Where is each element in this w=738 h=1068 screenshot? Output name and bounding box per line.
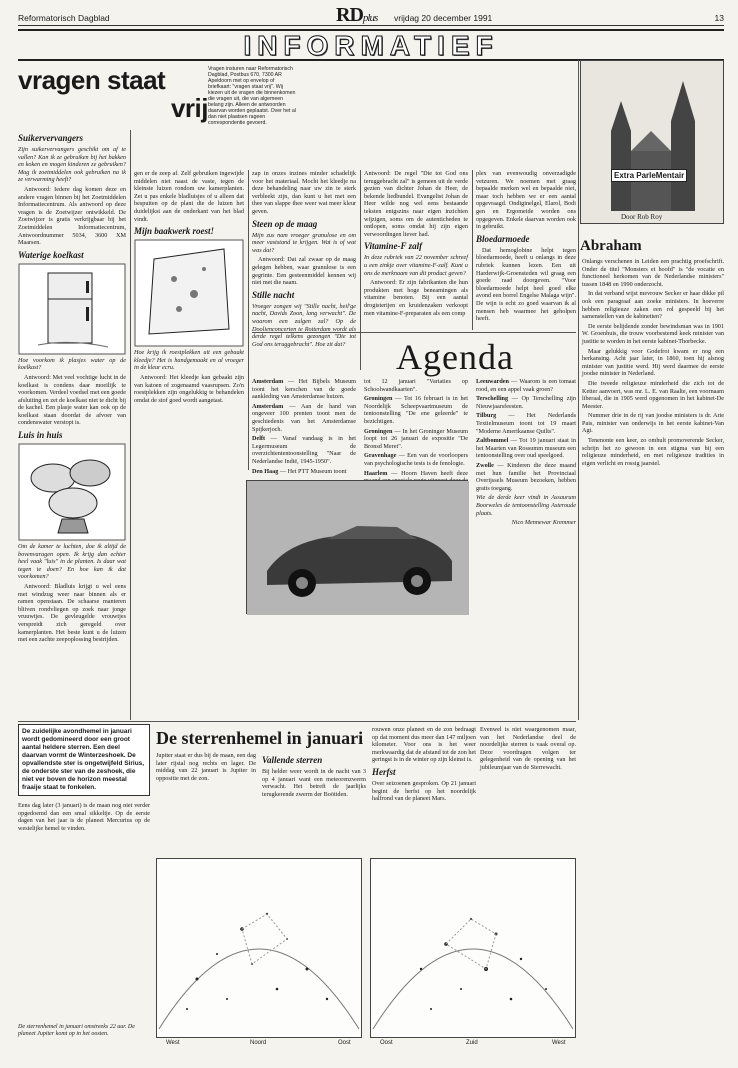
banner-title: INFORMATIEF (243, 30, 499, 61)
sterren-col-1 (18, 802, 150, 1022)
issue-date: vrijdag 20 december 1991 (394, 13, 493, 23)
chart-label: West (166, 1040, 180, 1046)
sterren-col-4 (372, 726, 476, 852)
agenda-item: Delft — Vanaf vandaag is in het Legermuseum de overzichtententoonstelling "Naar de Nederlandse Indië, 1945-1950". (252, 435, 356, 465)
paragraph: Over seizoenen gesproken. Op 21 januari begint de herfst op het noordelijk halfrond van de planeet Mars. (372, 779, 476, 803)
fridge-illustration (18, 263, 126, 355)
sterren-title: De sterrenhemel in januari (156, 728, 364, 748)
agenda-col-1 (252, 378, 356, 478)
chart-caption: De sterrenhemel in januari omstreeks 22 uur. De planeet Jupiter komt op in het oosten. (18, 1024, 135, 1037)
column-divider (130, 130, 131, 720)
agenda-item: Zwolle — Kinderen die deze maand met hun familie het Provinciaal Overijssels Museum bezoeken, hebben gratis toegang. (476, 461, 576, 492)
sterren-intro-box: De zuidelijke avondhemel in januari wordt gedomineerd door een groot aantal heldere sterren. Een deel daarvan vormt de Winterzeshoek. De opvallendste ster is ongetwijfeld Sirius, de onderste ster van de zeshoek, die niet ver boven de horizon meestal fraaije staat te fonkelen. (18, 724, 150, 796)
agenda-item: Den Haag — Het PTT Museum toont (252, 467, 347, 475)
title-line1: vragen staat (18, 65, 166, 95)
agenda-item: Zaltbommel — Tot 19 januari staat in het Maarten van Rossumm museum een tentoonstelling over oud speelgoed. (476, 437, 576, 460)
column-5 (476, 170, 576, 330)
section-title: Bloedarmoede (476, 233, 530, 244)
agenda-rule (252, 332, 576, 333)
star-chart-west (156, 858, 362, 1038)
column-3 (252, 170, 356, 370)
caption: Hoe voorkom ik plasjes water op de koelkast? (18, 356, 126, 372)
logo-sub: plus (362, 12, 378, 24)
vragen-intro: Vragen insturen naar Reformatorisch Dagblad, Postbus 670, 7300 AR Apeldoorn met op envelop of briefkaart: "vragen staat vrij". Wij kiezen uit de vragen die binnenkomen die vragen uit, die van algemeen belang zijn. Alleen de antwoorden daarvan worden geplaatst. Over het al dan niet plaatsen rageen correspondentie gevoerd. (208, 66, 296, 126)
subheading: Vallende sterren (262, 755, 323, 765)
section-rule (18, 721, 576, 722)
answer: Antwoord: Iedere dag komen deze en andere vragen binnen bij het Zoetmiddelen Informatiecentrum. Als antwoord op deze vragen is de Zoetwijzer ontwikkeld. De Zoetwijzer is gratis verkrijgbaar bij het Zoetmiddelen Informatiecentrum, Antwoordnummer 5034, 3600 XM Maarsen. (18, 185, 126, 247)
answer: Antwoord: Dat zal zwaar op de maag gelegen hebben, waar granulose is een gegrinte. Een gesteenmiddel kennen wij niet met die naam. (252, 256, 356, 287)
star-chart-east (370, 858, 576, 1038)
answer: Antwoord: Er zijn fabrikanten die hun produkten met hoge beneamingen als vitamine benoten. Bij een aantal drogisterijen en kruidenzaken verkoopt men vitamine-F-preparaten als een comp (364, 279, 468, 317)
paragraph: Jupiter staat er dus bij de maan, een dag later rijstal nog rechts en lager. De middag van 22 januari is Jupiter in oppositie met de zon. (156, 752, 256, 782)
section-title: Waterige koelkast (18, 249, 84, 260)
vragen-staat-vrij-title (18, 66, 208, 122)
chart-label: Zuid (466, 1040, 478, 1046)
sterren-col-2 (156, 752, 256, 852)
chart-label: Oost (380, 1040, 393, 1046)
caption: Om de kamer te luchten, doe ik altijd de bovenvaragen open. Ik krijg dan echter heel vaak "luis" in de planten. Is daar wat tegen te doen? En hoe kan ik dat voorkomen? (18, 543, 126, 581)
agenda-item: Groningen — In het Groninger Museum loopt tot 26 januari de expositie "De Bronsd Meret". (364, 427, 468, 450)
section-title: Mijn baakwerk roest! (134, 226, 215, 237)
answer: Antwoord: Met veel vochtige lucht in de koelkast is condens daar moeilijk te voorkomen. Verdeel voedsel met een goede afsluiting en zet de koelkast niet te dicht bij de kachel. Een plasje water kan ook op de koelkast staan doordat de afvoer van condenswater verstopt is. (18, 373, 126, 427)
agenda-signature: Nico Mennewar Kremmer (511, 519, 576, 527)
agenda-col-2 (364, 378, 468, 478)
lace-illustration (134, 239, 244, 347)
car-photo (246, 480, 468, 614)
agenda-heading: Agenda (396, 337, 514, 377)
section-title: Steen op de maag (252, 218, 318, 229)
question: Zijn suikervervangers geschikt om af te vallen? Kan ik ze gebruiken bij het bakken en koken en mogen kinderen ze gebruiken? Mag ik zoetmiddelen ook gebruiken na ik ze verwarming heeft? (18, 146, 126, 184)
logo-text: RD (336, 4, 363, 26)
section-title: Suikervervangers (18, 133, 83, 143)
agenda-item: Leeuwarden — Waarom is een tomaat rood, en een appel vaak groen? (476, 378, 577, 393)
paragraph: Maar gelukkig voor Godefroi kwam er nog een herkansing. Acht jaar later, in 1860, toen hij alsnog minister van justitie werd. Hij werd daarmee de eerste joodse minister in Nederland. (582, 347, 724, 378)
answer: Antwoord: De regel "Die tot God ons teruggebracht zal" is gemeen uit de verde gezien van dichter Johan de Heer, de bekende liedbundel. Evangelist Johan de Heer wilde nog wel eens bestaande teksten enigszins naar eigen inzichten wijzigen, soms om de autenticheden te ontlopen, soms omdat hij zijn eigen verwoordingen liever had. (364, 170, 468, 238)
sterren-col-3 (262, 752, 366, 852)
agenda-item: Groningen — Tot 16 februari is in het Noordelijk Scheepvaartmuseum de tentoonstelling "De ene geleerde" te bezichtigen. (364, 395, 469, 425)
paragraph: Eens dag later (3 januari) is de maan nog niet verder opgedoemd dan een smal sikkeltje. Op de eerste dagen van het jaar is de planeet Mercurius op de westelijke hemel te vinden. (18, 802, 150, 832)
section-banner (18, 29, 724, 61)
page-number: 13 (714, 13, 724, 23)
question: Mijn zus nam vroeger granulose en om meer vaststand te krijgen. Wat is of wat was dat? (252, 231, 356, 254)
plant-illustration (18, 443, 126, 541)
masthead (18, 4, 724, 26)
agenda-item: Amsterdam — Het Bijbels Museum toont het kerschen van de goede aankleding van Amsterdamse huizen. (252, 378, 356, 401)
paragraph: Nummer drie in de rij van joodse ministers is dr. Arie Pais, minister van onderwijs in het eerste kabinet-Van Agt. (582, 412, 724, 435)
paragraph: rouwen onze planeet en de zon bedraagt op dat moment dus meer dan 147 miljoen kilometer. Voor ons is het weer merkwaardig dat de afstand tot de zon het geringst is in de winter op zijn kleinst is. (372, 726, 476, 764)
chart-label: Oost (338, 1040, 351, 1046)
paragraph: zap in onzes inzines minder schadelijk voor het materiaal. Mocht het kleedje na deze behandeling naar uw zin te sterk verbleekt zijn, dan kunt u het met een thee van slappe thee weer wat meer kleur geven. (252, 170, 356, 215)
question: In deze rubriek van 22 november schreef u een zinkje over vitamine-F-zalf. Kunt u ons de merknaam van dit product geven? (364, 254, 468, 277)
column-divider (360, 170, 361, 370)
column-divider (472, 170, 473, 330)
agenda-item: Gravenhage — Een van de voorloopers van psychologische tests is de fenologie. (364, 452, 469, 467)
question: Vroeger zongen wij "Stille nacht, heil'ge nacht, Davids Zoon, lang verwacht". De waarom een zulgen zal? Op de Doolienconcerten te Rotterdam wordt als derde regel telkens gezongen "Die tot God ons teruggebracht". Hoe zit dat? (252, 302, 356, 348)
newspaper-page (18, 4, 724, 1058)
chart-label: Noord (250, 1040, 267, 1046)
paragraph: plex van evenwoudig onverzadigde vetzuren. We noemen met graag bepaalde merken wel en bepaalde niet, maar toch hebben we er een aantal opgevraagd. Ondiginelgel, Elarol, Bodi gen en Ergomeide worden ons opgegeven. Enkele daarvan worden ook in gebruikt. (476, 170, 576, 231)
sterren-col-5 (480, 726, 576, 852)
answer: Antwoord: Het kleedje kan gebaakt zijn van katoen of zogenaamd vaasrupsen. Zo'n roestplekken zijn ongelukkig te behandelen omdat de stof goed wordt aangetast. (134, 373, 244, 404)
column-2 (134, 170, 244, 720)
rd-plus-logo (336, 4, 377, 27)
paragraph: Dat hemoglobine helpt tegen bloedarmoede, heeft u onlangs in deze rubriek kunnen lezen. Een uit Harderwijk-Groensteden wil graag een goede raad doorgeven. "Voor bloedarmoede helpt heel goed elke avond een borrel Engelse Malaga wijn". De wijn is echt zo goed waarvan ik al mensen heb waarmee het geholpen heeft. (476, 246, 576, 323)
church-illustration (580, 60, 724, 224)
caption: Hoe krijg ik roestplekken uit een gebaakt kleedje? Het is handgemaakt en al vroeger in de kleur ecru. (134, 349, 244, 372)
title-line2: vrij (170, 93, 208, 123)
agenda-item: Tilburg — Het Nederlands Textielmuseum toont tot 19 maart "Moderne Amerikaanse Quilts". (476, 412, 576, 435)
photo-caption: Door Rob Roy (621, 213, 663, 221)
parlementair-logo: Extra ParleMentair (611, 169, 687, 182)
paragraph: De eerste belijdende zonder bewindsman was in 1901 W. Groenhuis, die trouw voorbestemd keek minister van justitie te worden in het eerste kabinet-Thorbecke. (582, 322, 724, 345)
paragraph: Bij helder weer wordt in de nacht van 3 op 4 januari want een meteorenzwerm verwacht. Het betreft de jaarlijks terugkerende zwerm der Boötiden. (262, 768, 366, 798)
chart-label: West (552, 1040, 566, 1046)
agenda-footer-note: Wie de derde keer vindt in Assaurum Boorweles de tentoonstelling Asteroude plaats. (476, 494, 576, 517)
paragraph: Tenenonte een keer, zo omhult promoverende Secker, schrijn het zo gewoon in een stigma van bij een religieuze minderheid, en met religieuze tradities in eigen verlicht en rossig jaarstel. (582, 437, 724, 467)
paragraph: Onlangs verschenen in Leiden een prachtig proefschrift. Onder de titel "Monsters et hoofd" is "de vocatie en functioneel herkomen van de Nederlandse ministers" tussen 1848 en 1990 onderzocht. (582, 258, 724, 288)
agenda-intro: tot 12 januari "Variaties op Schoolwandkaarten". (364, 378, 468, 393)
agenda-item: Terschelling — Op Terschelling zijn Nieuwjaarsfeesten. (476, 395, 576, 410)
right-column (582, 258, 724, 1048)
column-divider (248, 170, 249, 470)
paragraph: Die tweede religieuze minderheid die zich tot de Ketter aanvoert, was mr. L. E. van Raalte, een voornaam liberaal, die in 1905 werd opgenomen in het kabinet-De Meester. (582, 379, 724, 410)
subheading: Herfst (372, 766, 396, 777)
section-title: Vitamine-F zalf (364, 241, 423, 252)
paragraph: In dat verband wijst mevrouw Secker er haar dikke pil ook een paragraaf aan zoeke ministers. In hoeverre hebben religieuze zaken een rol gespeeld bij het samenstellen van de kabinetten? (582, 290, 724, 321)
answer-continued: gen er de zeep af. Zelf gebruiken ingewijde middelen niet naast de vaste, tegen de kleinste luizen rondom uw kamerplanten. Zet u pas enkele bladluisjes of u alleen dat bespuiten op de plant die de luizen het duidelijkst aan de onderkant van het blad vindt. (134, 170, 244, 223)
section-title: Stille nacht (252, 289, 295, 300)
answer: Antwoord: Bladluis krijgt u wel eens met windzug weer naar binnen als er ramen openstaan. De schaarse manteren bliiven rondvliegen op zoek naar jonge vruuwtjes. De gevleugelde vrouwtjes verspreidt zich geregeld over kamerplanten. Het beste kunt u de luizen met een zachte zeepoplossing bestrijden. (18, 583, 126, 644)
column-divider (578, 60, 579, 720)
paper-name: Reformatorisch Dagblad (18, 13, 110, 23)
agenda-item: Haarlem — Hoorn Haven heeft deze (364, 469, 468, 477)
column-1 (18, 130, 126, 720)
agenda-col-3 (476, 378, 576, 708)
agenda-item: Amsterdam — Aan de hand van ongeveer 100 prenten toont men de geschiedenis van het Amsterdamse Spijkerjoch. (252, 402, 356, 433)
section-title: Luis in huis (18, 430, 63, 441)
paragraph: Evenwel is niet waargenomen maar, van het Nederlandse deel de noordelijke sterren is vaak overal op. Deze voordragen volgen ter gelegenheid van de opening van het jubileumjaar van de Sterrewacht. (480, 726, 576, 771)
abraham-heading: Abraham (580, 238, 642, 254)
